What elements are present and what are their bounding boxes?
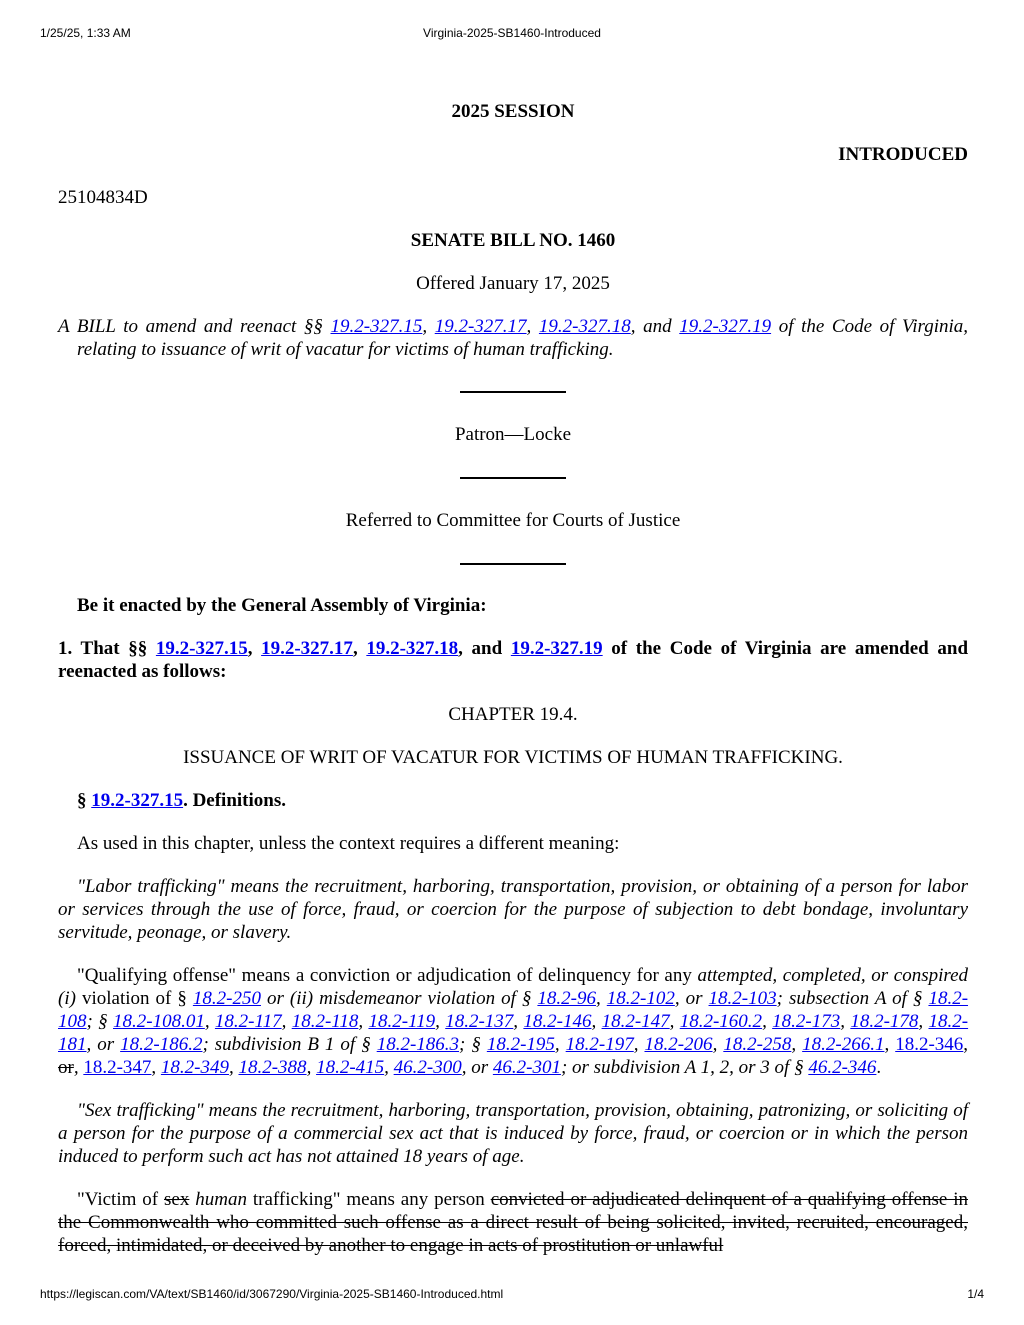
bill-title: SENATE BILL NO. 1460 (410, 230, 616, 251)
struck-text: or (58, 1057, 74, 1078)
code-link[interactable]: 18.2-137 (445, 1011, 514, 1032)
separator: , (554, 1034, 566, 1055)
code-link[interactable]: 18.2-258 (723, 1034, 792, 1055)
qualifying-offense-definition (58, 964, 968, 1079)
code-link[interactable]: 19.2-327.15 (155, 638, 248, 659)
code-link[interactable]: 18.2-146 (523, 1011, 592, 1032)
separator: , (73, 1057, 84, 1078)
text: . (876, 1057, 882, 1078)
separator: , (884, 1034, 896, 1055)
summary-text: of the Code of Virginia, relating to issuance of writ of vacatur for victims of human trafficking. (77, 316, 969, 360)
code-link[interactable]: 18.2-186.3 (376, 1034, 460, 1055)
code-link[interactable]: 19.2-327.15 (330, 316, 423, 337)
separator: , (762, 1011, 773, 1032)
inserted-text: human (195, 1189, 247, 1210)
separator: , (247, 638, 262, 659)
separator: , or (461, 1057, 493, 1078)
section-one (58, 637, 968, 683)
code-link[interactable]: 18.2-173 (772, 1011, 841, 1032)
text: "Victim of (77, 1189, 165, 1210)
print-url: https://legiscan.com/VA/text/SB1460/id/3067290/Virginia-2025-SB1460-Introduced.html (40, 1287, 504, 1301)
code-link[interactable]: 46.2-346 (808, 1057, 877, 1078)
section-text: of the Code of Virginia are amended and reenacted as follows: (58, 638, 969, 682)
code-link[interactable]: 18.2-197 (565, 1034, 634, 1055)
separator: , (595, 988, 607, 1009)
separator: , (669, 1011, 680, 1032)
separator: , (963, 1034, 969, 1055)
code-link[interactable]: 18.2-346 (895, 1034, 964, 1055)
code-link[interactable]: 18.2-415 (316, 1057, 385, 1078)
summary-text: A BILL to amend and reenact §§ (58, 316, 331, 337)
section-text: 1. That §§ (58, 638, 156, 659)
code-link[interactable]: 18.2-349 (160, 1057, 229, 1078)
inserted-text: ; § (86, 1011, 113, 1032)
code-link[interactable]: 46.2-301 (492, 1057, 561, 1078)
labor-trafficking-definition: "Labor trafficking" means the recruitment, harboring, transportation, provision, or obtaining of a person for labor or services through the use of force, fraud, or coercion for the purpose of subjection to debt bondage, involuntary servitude, peonage, or slavery. (58, 876, 968, 943)
separator: , or (674, 988, 709, 1009)
code-link[interactable]: 18.2-195 (486, 1034, 555, 1055)
struck-text: convicted or adjudicated delinquent of a qualifying offense in the Commonwealth who committed such offense as a direct result of being solicited, invited, recruited, encouraged, forced, intimidated, or deceived by another to engage in acts of prostitution or unlawful (58, 1189, 969, 1256)
inserted-text: ; or subdivision A 1, 2, or 3 of § (560, 1057, 809, 1078)
separator: , (151, 1057, 161, 1078)
print-timestamp: 1/25/25, 1:33 AM (40, 26, 131, 40)
divider (460, 477, 566, 479)
separator: , (228, 1057, 239, 1078)
code-link[interactable]: 18.2-96 (537, 988, 596, 1009)
code-link[interactable]: 18.2-147 (601, 1011, 670, 1032)
code-link[interactable]: 19.2-327.19 (679, 316, 772, 337)
committee-referral: Referred to Committee for Courts of Justice (345, 510, 681, 531)
section-heading (58, 789, 968, 812)
sex-trafficking-definition: "Sex trafficking" means the recruitment, harboring, transportation, provision, obtaining, patronizing, or soliciting of a person for the purpose of a commercial sex act that is induced by force, fraud, or coercion or in which the person induced to perform such act has not attained 18 years of age. (58, 1100, 968, 1167)
code-link[interactable]: 46.2-300 (393, 1057, 462, 1078)
code-link[interactable]: 19.2-327.18 (538, 316, 631, 337)
separator: , (791, 1034, 803, 1055)
inserted-text: or (ii) misdemeanor violation of § (260, 988, 538, 1009)
separator: , (918, 1011, 929, 1032)
code-link[interactable]: 19.2-327.18 (366, 638, 459, 659)
victim-definition (58, 1188, 968, 1257)
separator: , and (630, 316, 680, 337)
inserted-text: ; subsection A of § (776, 988, 929, 1009)
separator: , (204, 1011, 215, 1032)
inserted-text: attempted, completed, or conspired (i) (58, 965, 969, 1009)
code-link[interactable]: 19.2-327.17 (434, 316, 527, 337)
bill-summary (58, 315, 968, 361)
struck-text: sex (164, 1189, 190, 1210)
separator: , (422, 316, 435, 337)
code-link[interactable]: 18.2-178 (850, 1011, 919, 1032)
separator: , (384, 1057, 394, 1078)
separator: , (435, 1011, 446, 1032)
divider (460, 563, 566, 565)
print-page-title: Virginia-2025-SB1460-Introduced (423, 26, 601, 40)
code-link[interactable]: 18.2-102 (606, 988, 675, 1009)
code-link[interactable]: 18.2-388 (238, 1057, 307, 1078)
text: violation of § (75, 988, 193, 1009)
separator: , (712, 1034, 724, 1055)
separator: , (281, 1011, 292, 1032)
code-link[interactable]: 18.2-266.1 (802, 1034, 885, 1055)
bill-code: 25104834D (58, 187, 148, 208)
definitions-intro: As used in this chapter, unless the context requires a different meaning: (77, 833, 620, 854)
status-heading: INTRODUCED (838, 144, 968, 165)
separator: , (840, 1011, 851, 1032)
text: "Qualifying offense" means a conviction or adjudication of delinquency for any (77, 965, 698, 986)
inserted-text: ; subdivision B 1 of § (202, 1034, 377, 1055)
code-link[interactable]: 18.2-181 (58, 1011, 969, 1055)
code-link[interactable]: 19.2-327.19 (510, 638, 603, 659)
code-link[interactable]: 18.2-108 (58, 988, 969, 1032)
separator: , (352, 638, 367, 659)
code-link[interactable]: 18.2-250 (192, 988, 261, 1009)
bill-document (58, 98, 968, 1257)
patron: Patron—Locke (454, 424, 572, 445)
code-link[interactable]: 18.2-347 (83, 1057, 152, 1078)
print-page-number: 1/4 (967, 1287, 984, 1301)
separator: , (591, 1011, 602, 1032)
offered-date: Offered January 17, 2025 (416, 273, 610, 294)
separator: , or (86, 1034, 121, 1055)
chapter-title: ISSUANCE OF WRIT OF VACATUR FOR VICTIMS OF HUMAN TRAFFICKING. (183, 747, 843, 768)
code-link[interactable]: 18.2-206 (644, 1034, 713, 1055)
chapter-number: CHAPTER 19.4. (448, 704, 578, 725)
text: trafficking" means any person (246, 1189, 491, 1210)
print-header (0, 26, 1024, 42)
print-footer (0, 1287, 1024, 1303)
enacting-clause: Be it enacted by the General Assembly of Virginia: (77, 595, 487, 616)
code-link[interactable]: 19.2-327.15 (91, 790, 184, 811)
separator: , (526, 316, 539, 337)
separator: , (306, 1057, 317, 1078)
separator: , and (458, 638, 511, 659)
code-link[interactable]: 18.2-160.2 (679, 1011, 763, 1032)
divider (460, 391, 566, 393)
separator: , (513, 1011, 524, 1032)
code-link[interactable]: 18.2-186.2 (120, 1034, 203, 1055)
section-heading-text: . Definitions. (183, 790, 287, 811)
code-link[interactable]: 18.2-117 (214, 1011, 282, 1032)
code-link[interactable]: 18.2-119 (368, 1011, 436, 1032)
code-link[interactable]: 19.2-327.17 (261, 638, 353, 659)
code-link[interactable]: 18.2-103 (708, 988, 777, 1009)
inserted-text: ; § (459, 1034, 487, 1055)
separator: , (633, 1034, 645, 1055)
session-heading: 2025 SESSION (451, 101, 575, 122)
section-symbol: § (77, 790, 92, 811)
code-link[interactable]: 18.2-118 (291, 1011, 359, 1032)
separator: , (358, 1011, 369, 1032)
code-link[interactable]: 18.2-108.01 (113, 1011, 205, 1032)
